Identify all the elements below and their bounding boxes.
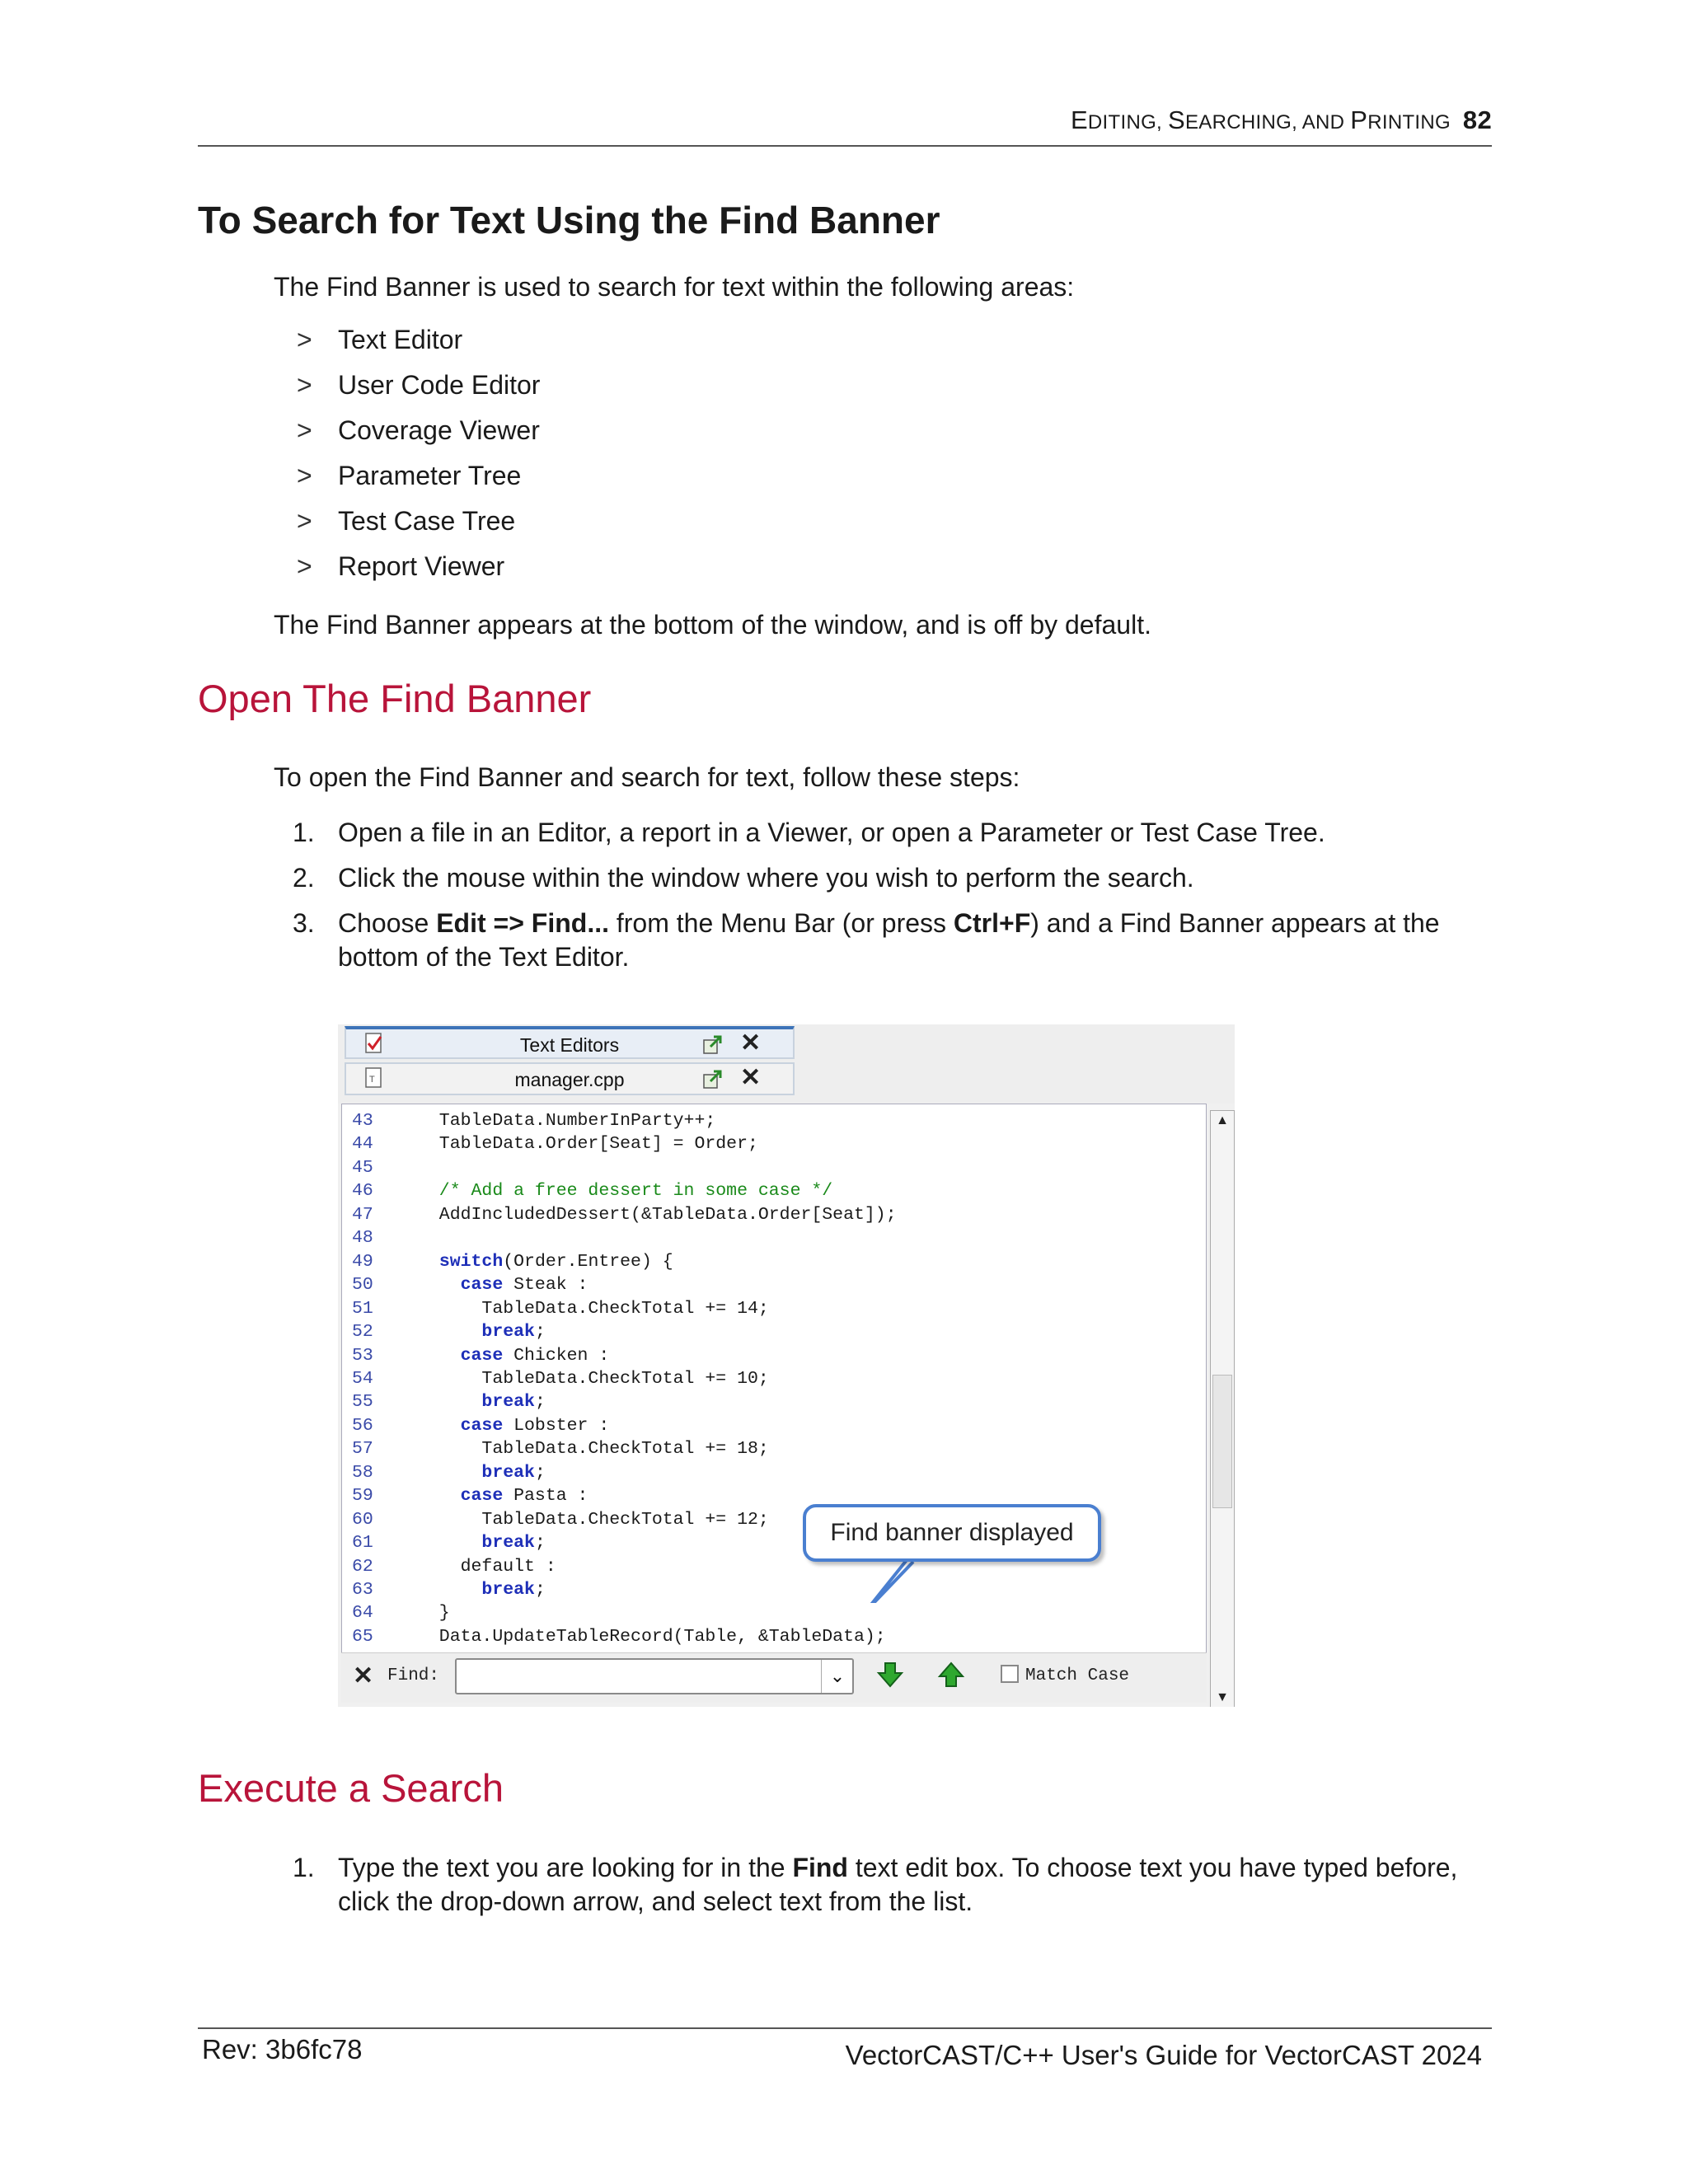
page-number: 82 (1462, 105, 1492, 134)
code-text: break; (481, 1322, 546, 1343)
line-number: 46 (352, 1181, 373, 1202)
list-item: > Coverage Viewer (297, 415, 540, 445)
code-text: case Pasta : (460, 1486, 588, 1507)
list-item: > Text Editor (297, 325, 463, 354)
line-number: 52 (352, 1322, 373, 1343)
line-number: 65 (352, 1626, 373, 1647)
list-item: > Report Viewer (297, 551, 505, 581)
callout-pointer (338, 1024, 1235, 1707)
guide-title: VectorCAST/C++ User's Guide for VectorCAST 2024 (845, 2040, 1482, 2070)
code-text: break; (481, 1533, 546, 1554)
running-header (198, 105, 1492, 135)
page-title: To Search for Text Using the Find Banner (198, 199, 940, 241)
line-number: 47 (352, 1204, 373, 1225)
code-text: switch(Order.Entree) { (438, 1251, 673, 1272)
chevron-down-icon[interactable]: ⌄ (821, 1660, 853, 1693)
tab-text-editors[interactable]: Text Editors ✕ (345, 1026, 795, 1059)
intro-paragraph: The Find Banner is used to search for text within the following areas: (274, 272, 1075, 302)
line-number: 63 (352, 1580, 373, 1600)
code-text: Data.UpdateTableRecord(Table, &TableData); (418, 1626, 886, 1647)
revision: Rev: 3b6fc78 (202, 2034, 363, 2064)
code-text: case Lobster : (460, 1415, 610, 1436)
code-text: TableData.NumberInParty++; (418, 1111, 716, 1131)
line-number: 50 (352, 1275, 373, 1296)
code-text: break; (481, 1392, 546, 1413)
line-number: 62 (352, 1556, 373, 1577)
list-item: > User Code Editor (297, 370, 541, 400)
code-text: default : (418, 1556, 556, 1577)
footer-rule (198, 2027, 1492, 2029)
line-number: 49 (352, 1251, 373, 1272)
line-number: 43 (352, 1111, 373, 1131)
match-case-label: Match Case (1025, 1666, 1130, 1685)
close-icon[interactable]: ✕ (740, 1029, 762, 1057)
line-number: 58 (352, 1462, 373, 1483)
code-text: TableData.CheckTotal += 12; (418, 1509, 769, 1530)
line-number: 55 (352, 1392, 373, 1413)
header-rule (198, 145, 1492, 147)
section-heading-open: Open The Find Banner (198, 677, 592, 720)
scroll-up-icon[interactable]: ▲ (1216, 1113, 1229, 1127)
line-number: 61 (352, 1533, 373, 1554)
line-number: 44 (352, 1134, 373, 1155)
line-number: 54 (352, 1368, 373, 1389)
close-find-banner-icon[interactable]: ✕ (353, 1662, 374, 1690)
off-by-default-paragraph: The Find Banner appears at the bottom of the window, and is off by default. (274, 610, 1151, 640)
code-text: case Steak : (460, 1275, 588, 1296)
section-heading-execute: Execute a Search (198, 1766, 504, 1810)
close-icon[interactable]: ✕ (740, 1064, 762, 1091)
code-text: break; (481, 1462, 546, 1483)
code-text: /* Add a free dessert in some case */ (418, 1181, 833, 1202)
line-number: 45 (352, 1157, 373, 1178)
code-text: case Chicken : (460, 1345, 610, 1366)
line-number: 59 (352, 1486, 373, 1507)
tab-manager-cpp[interactable]: T manager.cpp ✕ (345, 1062, 795, 1095)
code-text: break; (481, 1580, 546, 1600)
find-banner-screenshot (338, 1024, 1235, 1707)
code-text: TableData.CheckTotal += 18; (418, 1439, 769, 1460)
line-number: 57 (352, 1439, 373, 1460)
line-number: 60 (352, 1509, 373, 1530)
code-text: TableData.CheckTotal += 10; (418, 1368, 769, 1389)
line-number: 56 (352, 1415, 373, 1436)
svg-text:T: T (369, 1075, 375, 1085)
line-number: 51 (352, 1298, 373, 1319)
list-item: > Test Case Tree (297, 506, 516, 536)
code-text: } (418, 1603, 450, 1624)
find-label: Find: (387, 1666, 440, 1685)
header-section-title: EDITING, SEARCHING, AND PRINTING (1070, 105, 1451, 134)
line-number: 64 (352, 1603, 373, 1624)
code-text: TableData.Order[Seat] = Order; (418, 1134, 758, 1155)
callout-find-banner-displayed: Find banner displayed (803, 1504, 1101, 1562)
line-number: 53 (352, 1345, 373, 1366)
code-text: AddIncludedDessert(&TableData.Order[Seat]); (418, 1204, 897, 1225)
list-item: > Parameter Tree (297, 461, 522, 490)
open-intro-paragraph: To open the Find Banner and search for text, follow these steps: (274, 762, 1020, 792)
scroll-down-icon[interactable]: ▼ (1216, 1690, 1229, 1704)
code-text: TableData.CheckTotal += 14; (418, 1298, 769, 1319)
line-number: 48 (352, 1228, 373, 1249)
